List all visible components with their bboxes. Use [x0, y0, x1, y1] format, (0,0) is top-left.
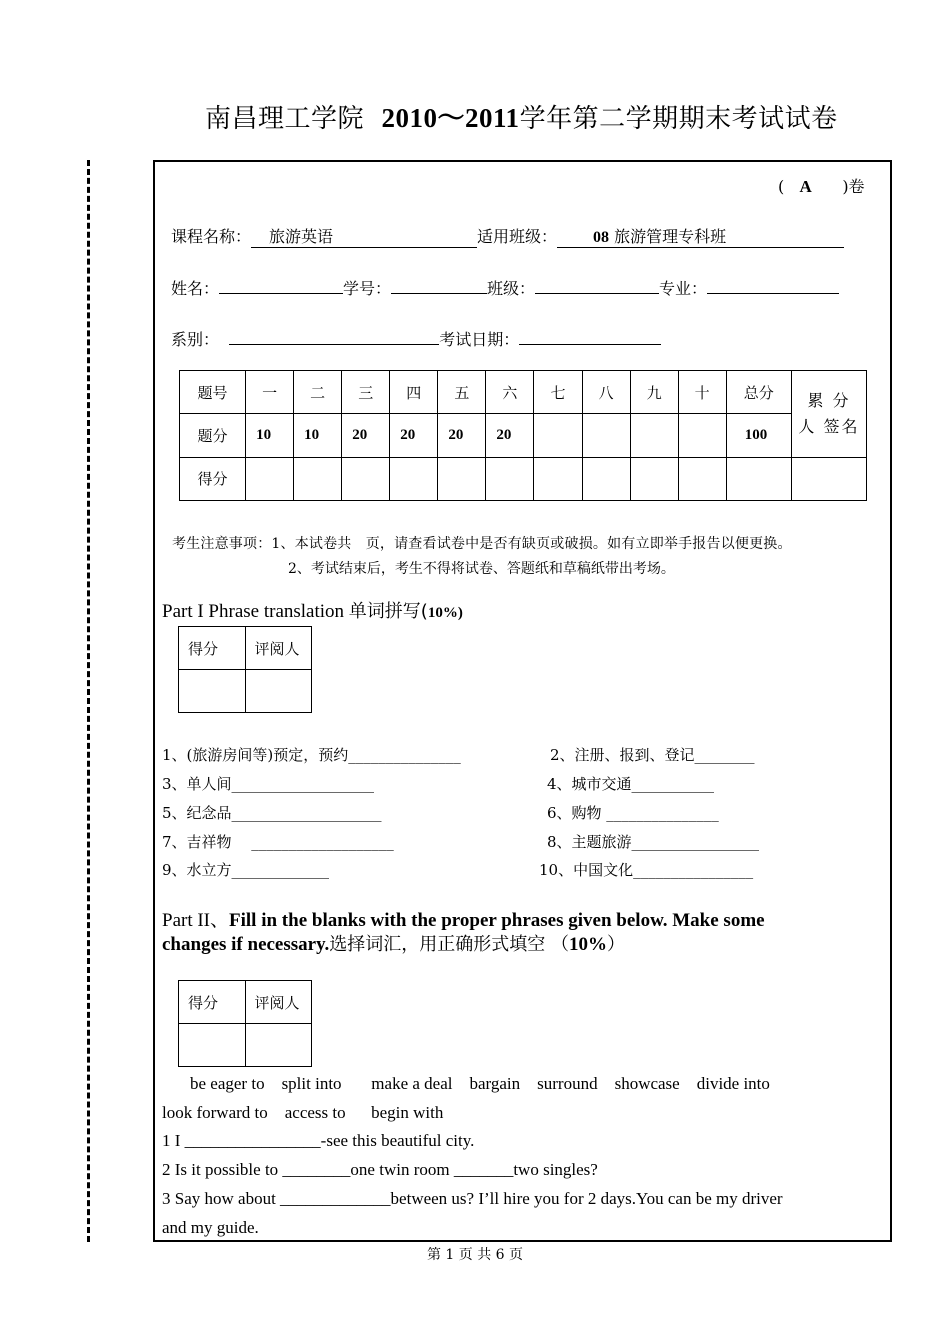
- score-input-cell[interactable]: [390, 457, 438, 500]
- name-label: 姓名：: [171, 279, 220, 298]
- part2-heading-2: changes if necessary.选择词汇，用正确形式填空 （10%）: [162, 934, 626, 955]
- header-cell: 八: [582, 371, 630, 414]
- part2-grader-box: [178, 980, 312, 1067]
- dept-label: 系别：: [171, 330, 220, 349]
- major-label: 专业：: [659, 279, 708, 298]
- vocab-item-7: 7、吉祥物 ___________________: [162, 833, 394, 851]
- header-cell: 四: [390, 371, 438, 414]
- question-3-continued: and my guide.: [162, 1218, 259, 1237]
- course-label: 课程名称：: [171, 227, 252, 246]
- student-row: [171, 275, 839, 299]
- points-cell: 20: [486, 414, 534, 457]
- grader-reviewer-label: 评阅人: [245, 627, 312, 670]
- total-points-cell: 100: [726, 414, 791, 457]
- student-id-field[interactable]: [391, 275, 487, 294]
- date-label: 考试日期：: [439, 330, 520, 349]
- points-cell: 20: [342, 414, 390, 457]
- student-class-field[interactable]: [535, 275, 659, 294]
- dept-field[interactable]: [229, 326, 439, 345]
- grader-score-label: 得分: [179, 627, 246, 670]
- score-input-cell[interactable]: [678, 457, 726, 500]
- points-cell: [630, 414, 678, 457]
- vocab-item-3: 3、单人间___________________: [162, 775, 375, 793]
- course-value: 旅游英语: [269, 227, 334, 246]
- points-cell: 10: [246, 414, 294, 457]
- header-cell: 九: [630, 371, 678, 414]
- question-2: 2 Is it possible to ________one twin room _______two singles?: [162, 1160, 598, 1179]
- score-input-cell[interactable]: [246, 457, 294, 500]
- header-cell: 三: [342, 371, 390, 414]
- page-title: [205, 96, 838, 135]
- score-input-cell[interactable]: [438, 457, 486, 500]
- points-cell: [678, 414, 726, 457]
- grader-score-input[interactable]: [179, 1024, 246, 1067]
- points-cell: 10: [294, 414, 342, 457]
- vocab-item-9: 9、水立方_____________: [162, 861, 330, 879]
- exam-term: 学年第二学期期末考试试卷: [519, 104, 838, 134]
- score-input-cell[interactable]: [486, 457, 534, 500]
- header-cell: 题号: [180, 371, 246, 414]
- school-name: 南昌理工学院: [205, 104, 365, 134]
- score-input-cell[interactable]: [582, 457, 630, 500]
- vocab-item-6: 6、购物 _______________: [547, 804, 719, 822]
- score-input-cell[interactable]: [294, 457, 342, 500]
- signer-input-cell[interactable]: [791, 457, 866, 500]
- vocab-item-5: 5、纪念品____________________: [162, 804, 382, 822]
- course-row: [171, 224, 844, 248]
- class-value: 旅游管理专科班: [614, 227, 727, 246]
- paper-version: ( A )卷: [778, 177, 865, 196]
- vocab-item-8: 8、主题旅游_________________: [547, 833, 760, 851]
- class2-label: 班级：: [487, 279, 536, 298]
- points-cell: [534, 414, 582, 457]
- header-cell: 七: [534, 371, 582, 414]
- points-cell: 20: [390, 414, 438, 457]
- phrase-bank-line-1: be eager to split into make a deal bargain surround showcase divide into: [190, 1074, 770, 1093]
- score-input-cell[interactable]: [534, 457, 582, 500]
- grader-score-label: 得分: [179, 981, 246, 1024]
- score-input-cell[interactable]: [630, 457, 678, 500]
- total-score-cell[interactable]: [726, 457, 791, 500]
- grader-reviewer-input[interactable]: [245, 1024, 312, 1067]
- grader-reviewer-input[interactable]: [245, 670, 312, 713]
- points-cell: [582, 414, 630, 457]
- grader-score-input[interactable]: [179, 670, 246, 713]
- header-cell: 五: [438, 371, 486, 414]
- header-cell: 六: [486, 371, 534, 414]
- name-field[interactable]: [219, 275, 343, 294]
- academic-year: 2010～2011: [381, 103, 520, 133]
- vocab-item-10: 10、中国文化________________: [539, 861, 754, 879]
- header-cell: 十: [678, 371, 726, 414]
- row-label: 得分: [180, 457, 246, 500]
- notice-line-1: 考生注意事项：1、本试卷共 页，请查看试卷中是否有缺页或破损。如有立即举手报告以便更换。: [172, 536, 792, 552]
- binding-margin-line: [87, 160, 90, 1242]
- exam-date-field[interactable]: [519, 326, 661, 345]
- part2-heading: Part II、Fill in the blanks with the proper phrases given below. Make some: [162, 910, 765, 931]
- points-cell: 20: [438, 414, 486, 457]
- vocab-item-2: 2、注册、报到、登记________: [550, 746, 755, 764]
- part1-heading: Part I Phrase translation 单词拼写(10%): [162, 601, 463, 622]
- header-cell: 一: [246, 371, 294, 414]
- paper-version-letter: A: [799, 177, 812, 196]
- class-label: 适用班级：: [477, 227, 558, 246]
- question-1: 1 I ________________-see this beautiful city.: [162, 1131, 475, 1150]
- dept-row: [171, 326, 661, 350]
- header-cell: 二: [294, 371, 342, 414]
- signer-cell: 累 分 人 签名: [791, 371, 866, 458]
- score-input-cell[interactable]: [342, 457, 390, 500]
- part1-grader-box: [178, 626, 312, 713]
- grader-reviewer-label: 评阅人: [245, 981, 312, 1024]
- question-3: 3 Say how about _____________between us? I’ll hire you for 2 days.You can be my driver: [162, 1189, 783, 1208]
- vocab-item-1: 1、(旅游房间等)预定，预约_______________: [162, 746, 461, 764]
- course-field[interactable]: [251, 224, 477, 248]
- phrase-bank-line-2: look forward to access to begin with: [162, 1103, 444, 1122]
- row-label: 题分: [180, 414, 246, 457]
- page-footer: 第 1 页 共 6 页: [426, 1247, 524, 1263]
- major-field[interactable]: [707, 275, 839, 294]
- id-label: 学号：: [343, 279, 392, 298]
- class-field[interactable]: 08 旅游管理专科班: [557, 224, 844, 248]
- notice-line-2: 2、考试结束后，考生不得将试卷、答题纸和草稿纸带出考场。: [288, 561, 675, 577]
- vocab-item-4: 4、城市交通___________: [547, 775, 715, 793]
- score-table: [179, 370, 867, 501]
- header-cell: 总分: [726, 371, 791, 414]
